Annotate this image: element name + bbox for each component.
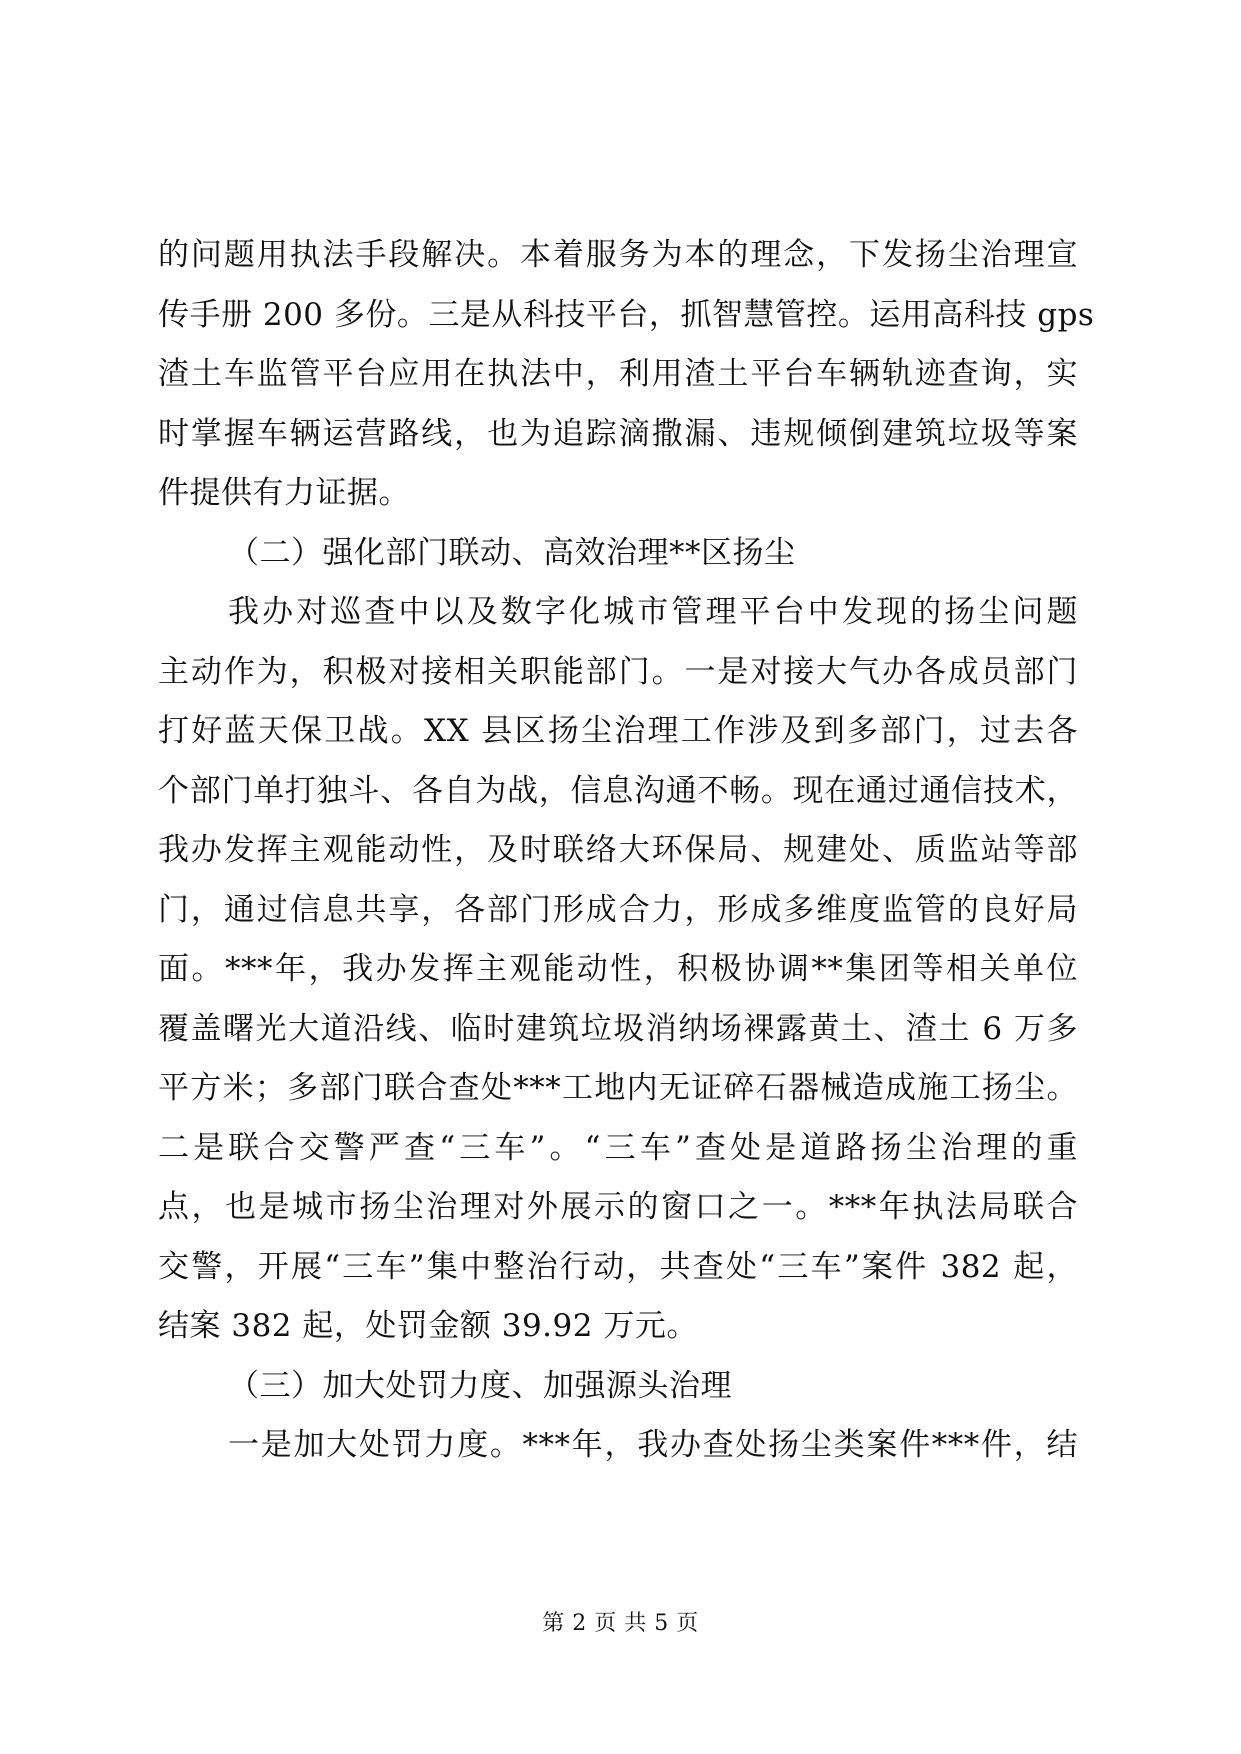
text-line: 二是联合交警严查“三车”。“三车”查处是道路扬尘治理的重 <box>158 1129 1078 1166</box>
text-line: 渣土车监管平台应用在执法中，利用渣土平台车辆轨迹查询，实 <box>158 356 1078 392</box>
text-line: 结案 382 起，处罚金额 39.92 万元。 <box>158 1308 698 1344</box>
text-line: 件提供有力证据。 <box>158 475 410 511</box>
text-line: 平方米；多部门联合查处***工地内无证碎石器械造成施工扬尘。 <box>158 1070 1078 1106</box>
text-line: 的问题用执法手段解决。本着服务为本的理念，下发扬尘治理宣 <box>158 237 1078 273</box>
text-line: 我办对巡查中以及数字化城市管理平台中发现的扬尘问题 <box>228 594 1078 630</box>
text-line: 交警，开展“三车”集中整治行动，共查处“三车”案件 382 起， <box>158 1248 1078 1285</box>
text-line: 打好蓝天保卫战。XX 县区扬尘治理工作涉及到多部门，过去各 <box>158 713 1078 749</box>
text-line: 传手册 200 多份。三是从科技平台，抓智慧管控。运用高科技 gps <box>158 296 1095 333</box>
section-heading: （二）强化部门联动、高效治理**区扬尘 <box>228 534 796 571</box>
text-line: 门，通过信息共享，各部门形成合力，形成多维度监管的良好局 <box>158 891 1078 928</box>
text-line: 个部门单打独斗、各自为战，信息沟通不畅。现在通过通信技术， <box>158 772 1078 809</box>
text-line: 一是加大处罚力度。***年，我办查处扬尘类案件***件，结 <box>228 1427 1078 1463</box>
document-body <box>158 226 1095 1476</box>
text-line: 时掌握车辆运营路线，也为追踪滴撒漏、违规倾倒建筑垃圾等案 <box>158 415 1078 452</box>
text-line: 面。***年，我办发挥主观能动性，积极协调**集团等相关单位 <box>158 951 1078 987</box>
page-number-footer: 第 2 页 共 5 页 <box>542 1611 699 1636</box>
text-line: 我办发挥主观能动性，及时联络大环保局、规建处、质监站等部 <box>158 832 1078 868</box>
text-line: 点，也是城市扬尘治理对外展示的窗口之一。***年执法局联合 <box>158 1189 1078 1225</box>
text-line: 覆盖曙光大道沿线、临时建筑垃圾消纳场裸露黄土、渣土 6 万多 <box>158 1010 1078 1047</box>
text-line: 主动作为，积极对接相关职能部门。一是对接大气办各成员部门 <box>158 653 1078 690</box>
section-heading: （三）加大处罚力度、加强源头治理 <box>228 1367 732 1404</box>
